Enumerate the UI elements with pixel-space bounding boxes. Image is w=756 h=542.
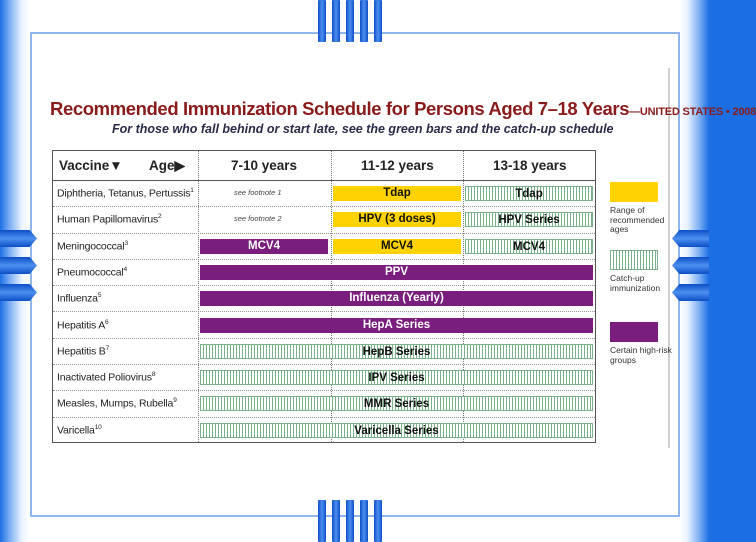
legend-label: Range of recommended ages [610, 205, 665, 234]
legend-swatch [610, 322, 658, 342]
footnote-number: 7 [105, 344, 109, 352]
footnote-number: 9 [173, 397, 177, 405]
high-risk-bar: MCV4 [200, 239, 328, 254]
decor-tab [318, 500, 326, 542]
age-header-11-12: 11-12 years [361, 158, 434, 173]
vaccine-name-text: Diphtheria, Tetanus, Pertussis [57, 187, 191, 200]
vaccine-name [57, 266, 127, 279]
legend-label: Certain high-risk groups [610, 345, 672, 365]
footnote-number: 8 [151, 371, 156, 379]
legend-swatch [610, 250, 658, 270]
table-row [53, 260, 595, 286]
legend-item [610, 250, 672, 293]
vaccine-name [57, 319, 108, 332]
vaccine-name [57, 371, 155, 384]
vaccine-column-header: Vaccine▼ [59, 158, 123, 173]
high-risk-bar: Influenza (Yearly) [200, 291, 593, 306]
decor-tab [374, 0, 382, 42]
high-risk-bar: HepA Series [200, 318, 593, 333]
table-row [53, 286, 595, 312]
age-column-header: Age▶ [149, 158, 185, 173]
age-header-13-18: 13-18 years [493, 158, 567, 173]
decor-tab [360, 500, 368, 542]
slide-title [50, 98, 756, 120]
footnote-number: 1 [190, 187, 194, 194]
left-decor-tabs [0, 230, 37, 301]
slide-subtitle: For those who fall behind or start late, see the green bars and the catch-up schedule [112, 122, 614, 136]
right-decor-tabs [672, 230, 709, 301]
top-decor-tabs [318, 0, 382, 42]
legend-item [610, 182, 672, 235]
decor-tab [672, 257, 709, 274]
immunization-schedule-table [52, 150, 596, 443]
decor-tab [672, 230, 709, 247]
table-row [53, 181, 595, 207]
vaccine-name [57, 240, 128, 253]
decor-tab [0, 257, 37, 274]
decor-tab [0, 284, 37, 301]
vaccine-name-text: Hepatitis B [57, 345, 106, 358]
vaccine-name [57, 292, 101, 305]
decor-tab [0, 230, 37, 247]
catch-up-bar: Varicella Series [200, 423, 593, 438]
table-row [53, 207, 595, 233]
vaccine-name-text: Hepatitis A [57, 319, 105, 331]
vaccine-name-text: Meningococcal [57, 240, 125, 253]
table-row [53, 365, 595, 391]
catch-up-bar: HPV Series [465, 212, 593, 227]
table-row [53, 339, 595, 365]
vaccine-name-text: Influenza [57, 292, 98, 305]
see-footnote-note: see footnote 2 [234, 214, 282, 224]
recommended-bar: HPV (3 doses) [333, 212, 461, 227]
title-main: Recommended Immunization Schedule for Persons Aged 7–18 Years [50, 98, 630, 119]
vaccine-name-text: Human Papillomavirus [57, 213, 159, 226]
decor-tab [346, 0, 354, 42]
catch-up-bar: Tdap [465, 186, 593, 201]
footnote-number: 5 [97, 292, 102, 300]
catch-up-bar: HepB Series [200, 344, 593, 359]
catch-up-bar: MMR Series [200, 396, 593, 411]
legend-swatch [610, 182, 658, 202]
vaccine-name [57, 345, 109, 358]
footnote-number: 3 [124, 239, 128, 247]
table-row [53, 234, 595, 260]
vaccine-name-text: Inactivated Poliovirus [57, 371, 152, 384]
vaccine-name [57, 424, 102, 437]
decor-tab [672, 284, 709, 301]
footnote-number: 6 [105, 318, 109, 326]
decor-tab [360, 0, 368, 42]
footnote-number: 2 [158, 213, 162, 221]
high-risk-bar: PPV [200, 265, 593, 280]
footnote-number: 4 [123, 265, 127, 273]
age-header-7-10: 7-10 years [231, 158, 298, 173]
decor-tab [332, 500, 340, 542]
vaccine-name-text: Measles, Mumps, Rubella [57, 397, 174, 410]
table-row [53, 418, 595, 444]
recommended-bar: MCV4 [333, 239, 461, 254]
vaccine-name-text: Pneumococcal [57, 266, 124, 279]
vaccine-name [57, 187, 194, 200]
table-row [53, 313, 595, 339]
decor-tab [318, 0, 326, 42]
decor-tab [374, 500, 382, 542]
decor-tab [332, 0, 340, 42]
catch-up-bar: IPV Series [200, 370, 593, 385]
table-row [53, 391, 595, 417]
bottom-decor-tabs [318, 500, 382, 542]
footnote-number: 10 [94, 423, 102, 431]
legend-item [610, 322, 672, 365]
decor-tab [346, 500, 354, 542]
vaccine-name-text: Varicella [57, 424, 95, 437]
table-header-row [53, 151, 595, 181]
recommended-bar: Tdap [333, 186, 461, 201]
catch-up-bar: MCV4 [465, 239, 593, 254]
vaccine-name [57, 397, 177, 410]
see-footnote-note: see footnote 1 [234, 188, 282, 197]
legend-label: Catch-up immunization [610, 273, 661, 293]
title-suffix: —UNITED STATES • 2008 [629, 106, 756, 118]
vaccine-name [57, 213, 161, 226]
